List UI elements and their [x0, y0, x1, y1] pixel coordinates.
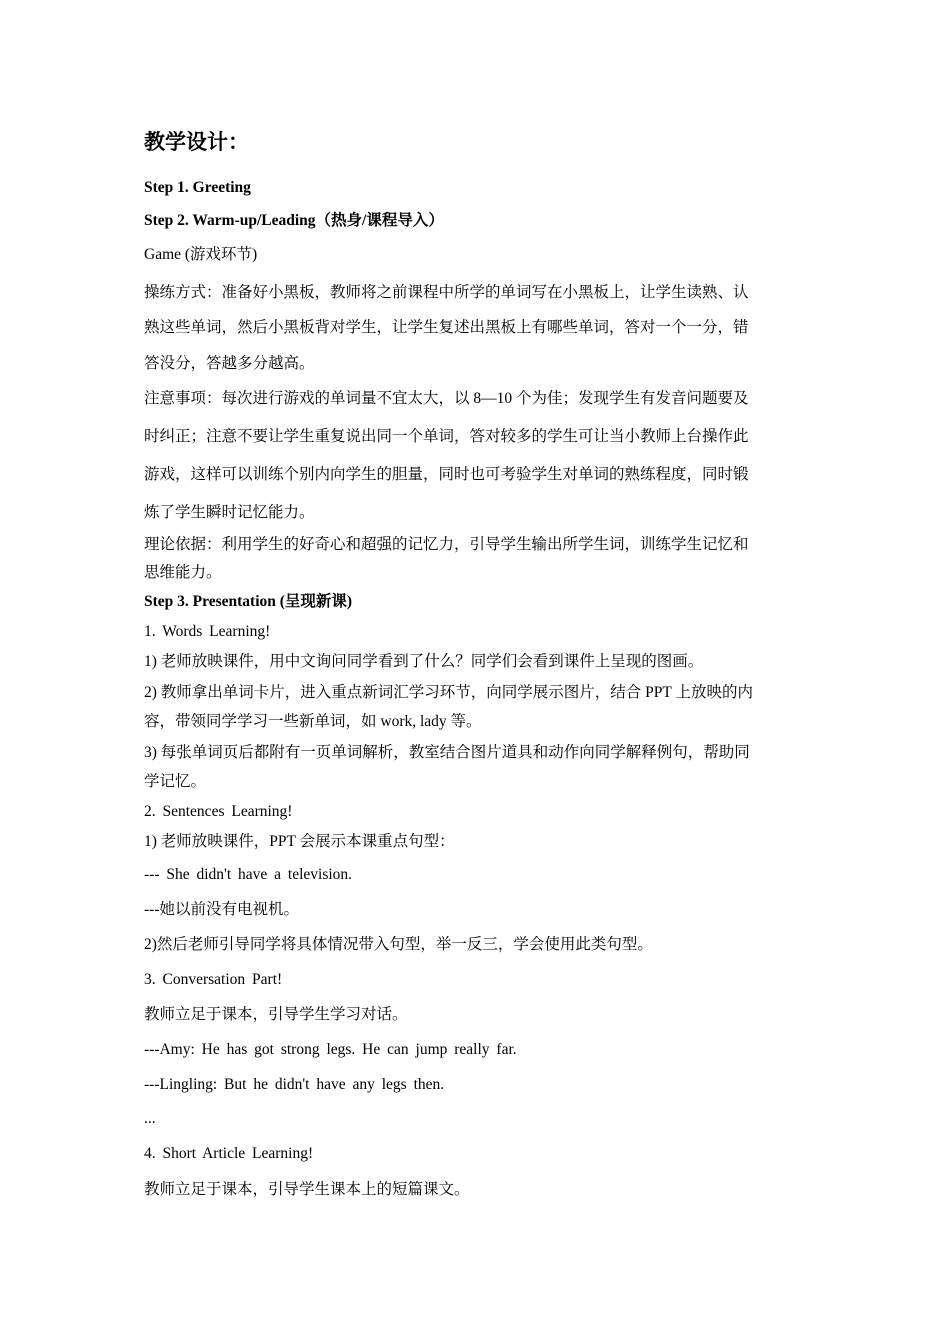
paragraph-line: 理论依据：利用学生的好奇心和超强的记忆力，引导学生输出所学生词，训练学生记忆和: [144, 536, 749, 553]
dialogue-line: ---Amy: He has got strong legs. He can jump really far.: [144, 1041, 517, 1058]
section-heading: 1. Words Learning!: [144, 623, 271, 640]
ellipsis: ...: [144, 1110, 156, 1127]
example-sentence: --- She didn't have a television.: [144, 866, 353, 883]
paragraph-line: 注意事项：每次进行游戏的单词量不宜太大，以 8—10 个为佳；发现学生有发音问题要及: [144, 390, 749, 407]
page-title: 教学设计：: [144, 130, 249, 154]
section-heading: 3. Conversation Part!: [144, 971, 283, 988]
paragraph-line: 思维能力。: [144, 564, 222, 581]
step-1-heading: Step 1. Greeting: [144, 179, 251, 196]
list-item: 3) 每张单词页后都附有一页单词解析，教室结合图片道具和动作向同学解释例句，帮助同: [144, 744, 750, 761]
section-heading: 4. Short Article Learning!: [144, 1145, 314, 1162]
paragraph-line: 炼了学生瞬时记忆能力。: [144, 504, 315, 521]
paragraph-line: 教师立足于课本，引导学生学习对话。: [144, 1006, 408, 1023]
step-2-heading: Step 2. Warm-up/Leading（热身/课程导入）: [144, 212, 444, 229]
paragraph-line: 操练方式：准备好小黑板，教师将之前课程中所学的单词写在小黑板上，让学生读熟、认: [144, 284, 749, 301]
list-item: 1) 老师放映课件，用中文询问同学看到了什么？同学们会看到课件上呈现的图画。: [144, 653, 704, 670]
list-item: 1) 老师放映课件，PPT 会展示本课重点句型：: [144, 833, 455, 850]
paragraph-line: 游戏，这样可以训练个别内向学生的胆量，同时也可考验学生对单词的熟练程度，同时锻: [144, 466, 749, 483]
paragraph-line: 教师立足于课本，引导学生课本上的短篇课文。: [144, 1181, 470, 1198]
list-item: 学记忆。: [144, 773, 207, 790]
step-3-heading: Step 3. Presentation (呈现新课): [144, 593, 353, 610]
section-heading: 2. Sentences Learning!: [144, 803, 293, 820]
paragraph-line: 时纠正；注意不要让学生重复说出同一个单词，答对较多的学生可让当小教师上台操作此: [144, 428, 749, 445]
paragraph-line: 答没分，答越多分越高。: [144, 355, 315, 372]
list-item: 2) 教师拿出单词卡片，进入重点新词汇学习环节，向同学展示图片，结合 PPT 上放映的内: [144, 684, 753, 701]
dialogue-line: ---Lingling: But he didn't have any legs then.: [144, 1076, 445, 1093]
example-translation: ---她以前没有电视机。: [144, 901, 299, 918]
list-item: 2)然后老师引导同学将具体情况带入句型，举一反三，学会使用此类句型。: [144, 936, 653, 953]
game-heading: Game (游戏环节): [144, 246, 258, 263]
list-item: 容，带领同学学习一些新单词，如 work, lady 等。: [144, 713, 482, 730]
paragraph-line: 熟这些单词，然后小黑板背对学生，让学生复述出黑板上有哪些单词，答对一个一分，错: [144, 319, 749, 336]
